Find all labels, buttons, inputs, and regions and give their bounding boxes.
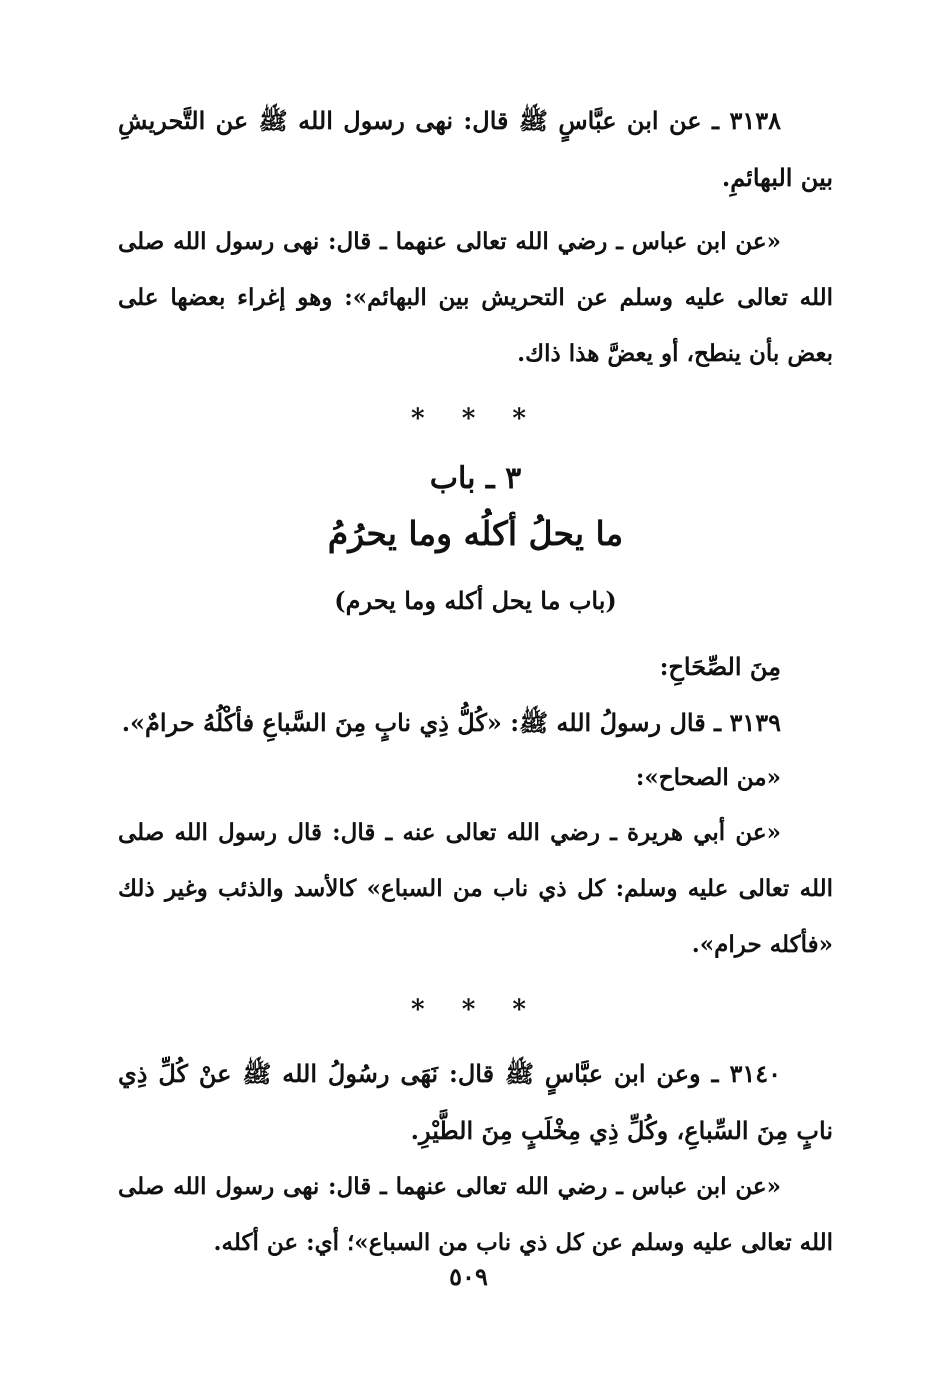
chapter-title: ما يحلُ أكلُه وما يحرُمُ (327, 514, 624, 553)
hadith-3140: ٣١٤٠ ـ وعن ابن عبَّاسٍ ﷺ قال: نَهَى رسُولُ الله ﷺ عنْ كُلِّ ذِي نابٍ مِنَ السِّباعِ، وكُلِّ ذِي مِخْلَبٍ مِنَ الطَّيْرِ. (118, 1059, 833, 1145)
hadith-3139: ٣١٣٩ ـ قال رسولُ الله ﷺ: «كُلُّ ذِي نابٍ مِنَ السَّباعِ فأكْلُهُ حرامٌ». (121, 708, 781, 737)
source-label: مِنَ الصِّحَاحِ: (659, 652, 781, 681)
commentary-3138: «عن ابن عباس ـ رضي الله تعالى عنهما ـ قال: نهى رسول الله صلى الله تعالى عليه وسلم عن التحريش بين البهائم»: وهو إغراء بعضها على بعض بأن ينطح، أو يعضَّ هذا ذاك. (118, 228, 833, 367)
hadith-3138: ٣١٣٨ ـ عن ابن عبَّاسٍ ﷺ قال: نهى رسول الله ﷺ عن التَّحريشِ بين البهائمِ. (118, 106, 833, 192)
commentary-3140: «عن ابن عباس ـ رضي الله تعالى عنهما ـ قال: نهى رسول الله صلى الله تعالى عليه وسلم عن كل ذي ناب من السباع»؛ أي: عن أكله. (118, 1173, 833, 1256)
chapter-number: ٣ ـ باب (429, 461, 522, 496)
commentary-source-label: «من الصحاح»: (635, 764, 781, 791)
commentary-3139: «عن أبي هريرة ـ رضي الله تعالى عنه ـ قال: قال رسول الله صلى الله تعالى عليه وسلم: كل ذي ناب من السباع» كالأسد والذئب وغير ذلك «فأكله حرام». (118, 819, 833, 958)
page-number: ٥٠٩ (449, 1262, 488, 1291)
section-separator: * * * (411, 404, 540, 434)
section-separator: * * * (411, 995, 540, 1025)
chapter-subtitle: (باب ما يحل أكله وما يحرم) (334, 586, 617, 615)
